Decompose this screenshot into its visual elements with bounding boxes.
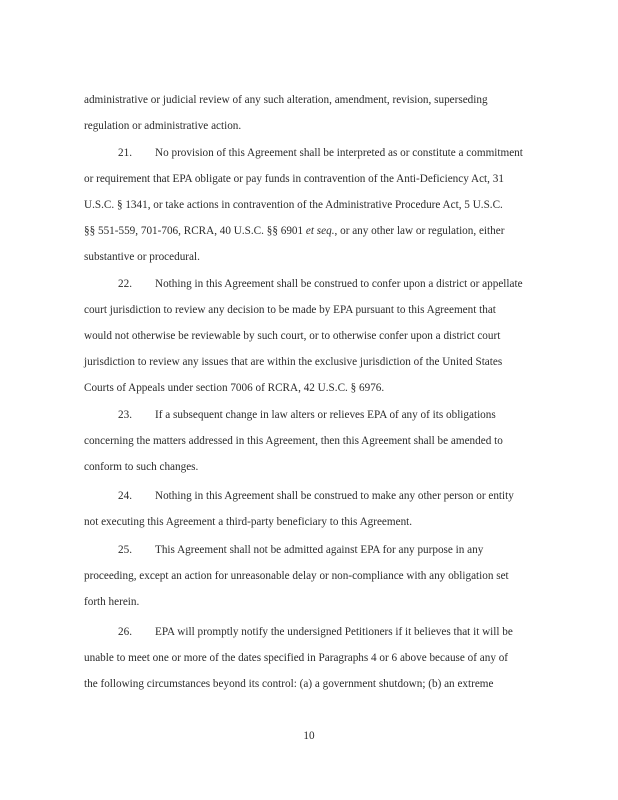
paragraph-number: 22. (118, 278, 132, 290)
text-line: conform to such changes. (84, 461, 199, 473)
text-line: regulation or administrative action. (84, 120, 242, 132)
text-line: No provision of this Agreement shall be interpreted as or constitute a commitment (155, 147, 523, 159)
paragraph-number: 25. (118, 544, 132, 556)
paragraph-number: 26. (118, 626, 132, 638)
italic-citation: et seq. (305, 225, 335, 237)
text-line: U.S.C. § 1341, or take actions in contravention of the Administrative Procedure Act, 5 U.S.C. (84, 199, 503, 211)
paragraph-number: 24. (118, 490, 132, 502)
text-line: jurisdiction to review any issues that are within the exclusive jurisdiction of the United States (84, 356, 503, 368)
text-line: Nothing in this Agreement shall be construed to make any other person or entity (155, 490, 514, 502)
text-line: the following circumstances beyond its control: (a) a government shutdown; (b) an extreme (84, 678, 494, 690)
text-line: If a subsequent change in law alters or relieves EPA of any of its obligations (155, 409, 496, 421)
page-number: 10 (303, 730, 315, 742)
text-line: not executing this Agreement a third-party beneficiary to this Agreement. (84, 516, 413, 528)
paragraph-number: 23. (118, 409, 132, 421)
text-line: This Agreement shall not be admitted against EPA for any purpose in any (155, 544, 484, 556)
text-line: EPA will promptly notify the undersigned Petitioners if it believes that it will be (155, 626, 513, 638)
text-segment: §§ 551-559, 701-706, RCRA, 40 U.S.C. §§ 6901 (84, 225, 306, 237)
text-line: administrative or judicial review of any such alteration, amendment, revision, superseding (84, 94, 488, 106)
text-line: proceeding, except an action for unreasonable delay or non-compliance with any obligation set (84, 570, 509, 582)
text-line: court jurisdiction to review any decision to be made by EPA pursuant to this Agreement that (84, 304, 496, 316)
text-segment: , or any other law or regulation, either (334, 225, 505, 237)
text-line: or requirement that EPA obligate or pay funds in contravention of the Anti-Deficiency Act, 31 (84, 173, 504, 185)
text-line: Nothing in this Agreement shall be construed to confer upon a district or appellate (155, 278, 523, 290)
paragraph-number: 21. (118, 147, 132, 159)
text-line: substantive or procedural. (84, 251, 200, 263)
text-line: unable to meet one or more of the dates specified in Paragraphs 4 or 6 above because of any of (84, 652, 509, 664)
text-line (84, 224, 504, 238)
text-line: would not otherwise be reviewable by such court, or to otherwise confer upon a district court (84, 330, 501, 342)
text-line: forth herein. (84, 596, 140, 608)
text-line: Courts of Appeals under section 7006 of RCRA, 42 U.S.C. § 6976. (84, 382, 385, 394)
text-line: concerning the matters addressed in this Agreement, then this Agreement shall be amended to (84, 435, 503, 447)
